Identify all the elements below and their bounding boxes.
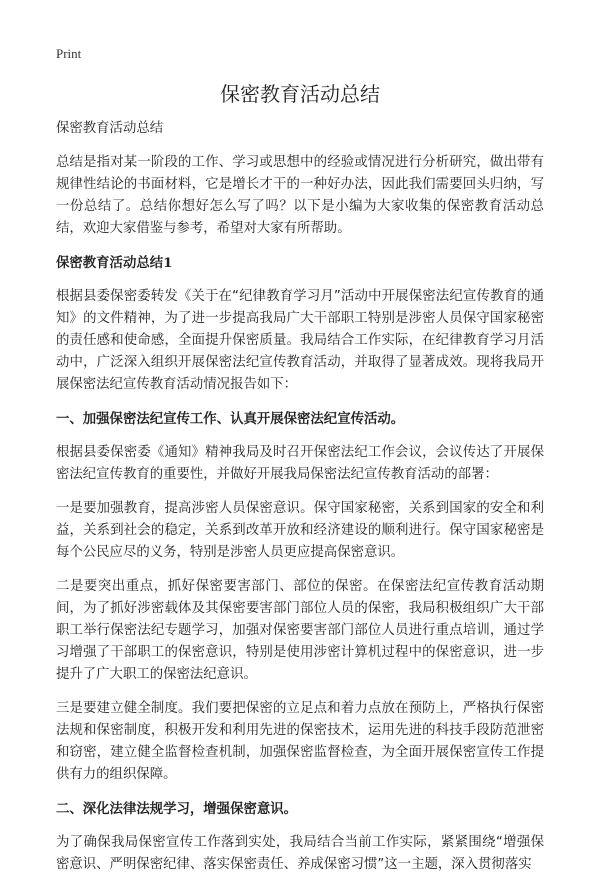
intro-paragraph: 总结是指对某一阶段的工作、学习或思想中的经验或情况进行分析研究，做出带有规律性结论的书面材料，它是增长才干的一种好办法，因此我们需要回头归纳，写一份总结了。总结你想好怎么写了吗？以下是小编为大家收集的保密教育活动总结，欢迎大家借鉴与参考，希望对大家有所帮助。 <box>56 155 544 236</box>
paragraph-2: 根据县委保密委《通知》精神我局及时召开保密法纪工作会议，会议传达了开展保密法纪宣传教育的重要性，并做好开展我局保密法纪宣传教育活动的部署： <box>56 445 544 482</box>
paragraph-5: 三是要建立健全制度。我们要把保密的立足点和着力点放在预防上，严格执行保密法规和保密制度，积极开发和利用先进的保密技术，运用先进的科技手段防范泄密和窃密，建立健全监督检查机制，加强保密监督检查，为全面开展保密宣传工作提供有力的组织保障。 <box>56 701 544 782</box>
print-label[interactable]: Print <box>56 46 82 61</box>
document-subtitle: 保密教育活动总结 <box>56 121 164 136</box>
paragraph-6: 为了确保我局保密宣传工作落到实处，我局结合当前工作实际，紧紧围绕“增强保密意识、严明保密纪律、落实保密责任、养成保密习惯”这一主题，深入贯彻落实 <box>56 835 544 872</box>
paragraph-1: 根据县委保密委转发《关于在“纪律教育学习月”活动中开展保密法纪宣传教育的通知》的文件精神，为了进一步提高我局广大干部职工特别是涉密人员保守国家秘密的责任感和使命感，全面提升保密质量。我局结合工作实际，在纪律教育学习月活动中，广泛深入组织开展保密法纪宣传教育活动，并取得了显著成效。现将我局开展保密法纪宣传教育活动情况报告如下： <box>56 289 544 392</box>
document-title: 保密教育活动总结 <box>220 82 380 106</box>
heading-1: 一、加强保密法纪宣传工作、认真开展保密法纪宣传活动。 <box>56 411 405 427</box>
paragraph-3: 一是要加强教育，提高涉密人员保密意识。保守国家秘密，关系到国家的安全和利益，关系到社会的稳定，关系到改革开放和经济建设的顺利进行。保守国家秘密是每个公民应尽的义务，特别是涉密人员更应提高保密意识。 <box>56 501 544 560</box>
section-heading: 保密教育活动总结1 <box>56 255 173 271</box>
document-body <box>56 118 544 888</box>
paragraph-4: 二是要突出重点，抓好保密要害部门、部位的保密。在保密法纪宣传教育活动期间，为了抓好涉密载体及其保密要害部门部位人员的保密，我局积极组织广大干部职工举行保密法纪专题学习，加强对保密要害部门部位人员进行重点培训，通过学习增强了干部职工的保密意识，特别是使用涉密计算机过程中的保密意识，进一步提升了广大职工的保密法纪意识。 <box>56 579 544 682</box>
heading-2: 二、深化法律法规学习，增强保密意识。 <box>56 801 298 817</box>
